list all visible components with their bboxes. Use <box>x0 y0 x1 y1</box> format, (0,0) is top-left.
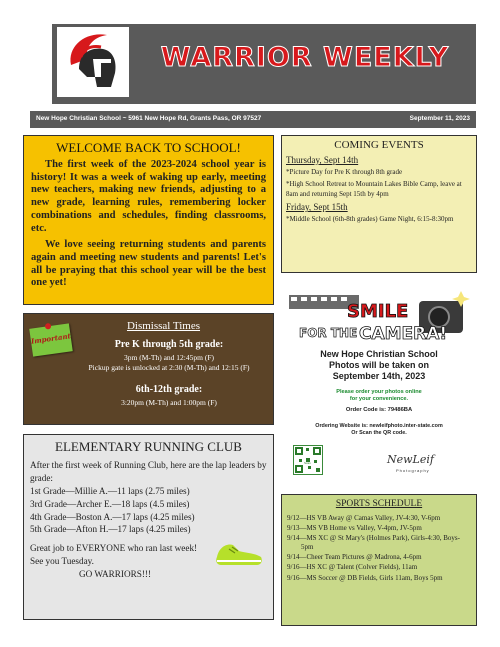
running-closing: Great job to EVERYONE who ran last week! See you Tuesday. <box>30 543 198 567</box>
events-heading: COMING EVENTS <box>334 139 424 151</box>
schedule-row: 9/13—MS VB Home vs Valley, V-4pm, JV-5pm <box>287 524 422 533</box>
event-item: *High School Retreat to Mountain Lakes Bible Camp, leave at 8am and returning Sept 15th by 4pm <box>286 180 462 198</box>
event-day: Thursday, Sept 14th <box>286 155 359 165</box>
dismissal-heading: Dismissal Times <box>126 320 201 332</box>
picture-day-flyer <box>281 285 477 485</box>
smile-camera-graphic <box>289 287 471 347</box>
running-shoe-icon <box>213 535 265 569</box>
event-item: *Middle School (6th-8th grades) Game Night, 6:15-8:30pm <box>286 215 454 224</box>
newsletter-title: WARRIOR WEEKLY <box>160 42 450 73</box>
dismissal-group <box>74 384 264 408</box>
warrior-helmet-logo <box>57 27 129 97</box>
masthead <box>52 24 476 104</box>
schedule-row: 9/16—HS XC @ Talent (Colver Fields), 11am <box>287 563 418 572</box>
dismissal-group-title: Pre K through 5th grade: <box>114 339 224 350</box>
svg-text:Scan: Scan <box>304 461 311 465</box>
dismissal-group-title: 6th-12th grade: <box>135 384 203 395</box>
schedule-row: 9/14—MS XC @ St Mary's (Holmes Park), Girls-4:30, Boys-5pm <box>287 534 460 552</box>
welcome-heading: WELCOME BACK TO SCHOOL! <box>56 140 241 155</box>
lap-leaders-list <box>30 485 267 537</box>
running-intro: After the first week of Running Club, here are the lap leaders by grade: <box>30 460 267 483</box>
list-item: 3rd Grade—Archer E.—18 laps (4.5 miles) <box>30 498 190 509</box>
order-instructions: Please order your photos online for your convenience. <box>336 389 422 403</box>
welcome-paragraph: The first week of the 2023-2024 school year is history! It was a week of waking up early, meeting new teachers, making new friends, adjusting to a new grade, learning rules, remembering locker combinations and schedules, finding classrooms, etc. <box>31 159 266 234</box>
running-club-box <box>23 434 274 620</box>
dismissal-times-box <box>23 313 274 425</box>
svg-text:CAMERA!: CAMERA! <box>359 324 448 344</box>
schedule-row: 9/16—MS Soccer @ DB Fields, Girls 11am, Boys 5pm <box>287 573 443 582</box>
list-item: 5th Grade—Afton H.—17 laps (4.25 miles) <box>30 524 191 535</box>
dismissal-line: 3pm (M-Th) and 12:45pm (F) <box>124 353 214 362</box>
note-text: Important <box>30 331 72 346</box>
schedule-row: 9/12—HS VB Away @ Camas Valley, JV-4:30, V-6pm <box>287 514 441 522</box>
dismissal-line: 3:20pm (M-Th) and 1:00pm (F) <box>121 398 217 407</box>
order-code: Order Code is: 79486BA <box>345 407 413 413</box>
svg-text:SMILE: SMILE <box>347 301 409 322</box>
welcome-box <box>23 135 274 305</box>
photo-school-info: New Hope Christian School Photos will be taken on September 14th, 2023 <box>320 349 438 381</box>
running-heading: ELEMENTARY RUNNING CLUB <box>55 439 242 454</box>
ordering-website: Ordering Website is: newleifphoto.inter-state.com Or Scan the QR code. <box>315 423 443 437</box>
coming-events-box <box>281 135 477 273</box>
list-item: 4th Grade—Boston A.—17 laps (4.25 miles) <box>30 511 195 522</box>
issue-date: September 11, 2023 <box>409 115 470 122</box>
running-cheer: GO WARRIORS!!! <box>78 569 152 579</box>
list-item: 1st Grade—Millie A.—11 laps (2.75 miles) <box>30 485 190 496</box>
school-address: New Hope Christian School ~ 5961 New Hope Rd, Grants Pass, OR 97527 <box>36 115 262 122</box>
dismissal-group <box>74 339 264 373</box>
welcome-paragraph: We love seeing returning students and parents again and meeting new students and parents! Let's all be praying that this school year will be the best one yet! <box>31 239 266 289</box>
newleif-logo-subtitle: Photography <box>396 468 430 473</box>
event-item: *Picture Day for Pre K through 8th grade <box>286 168 403 176</box>
svg-text:FOR THE: FOR THE <box>299 326 358 340</box>
sports-schedule-box <box>281 494 477 626</box>
schedule-row: 9/14—Cheer Team Pictures @ Madrona, 4-6pm <box>287 553 422 562</box>
info-bar <box>30 111 476 128</box>
sports-heading: SPORTS SCHEDULE <box>335 499 423 509</box>
event-day: Friday, Sept 15th <box>286 202 348 213</box>
newleif-logo: NewLeif <box>387 453 434 466</box>
dismissal-line: Pickup gate is unlocked at 2:30 (M-Th) and 12:15 (F) <box>88 363 250 373</box>
qr-code[interactable] <box>293 445 323 475</box>
